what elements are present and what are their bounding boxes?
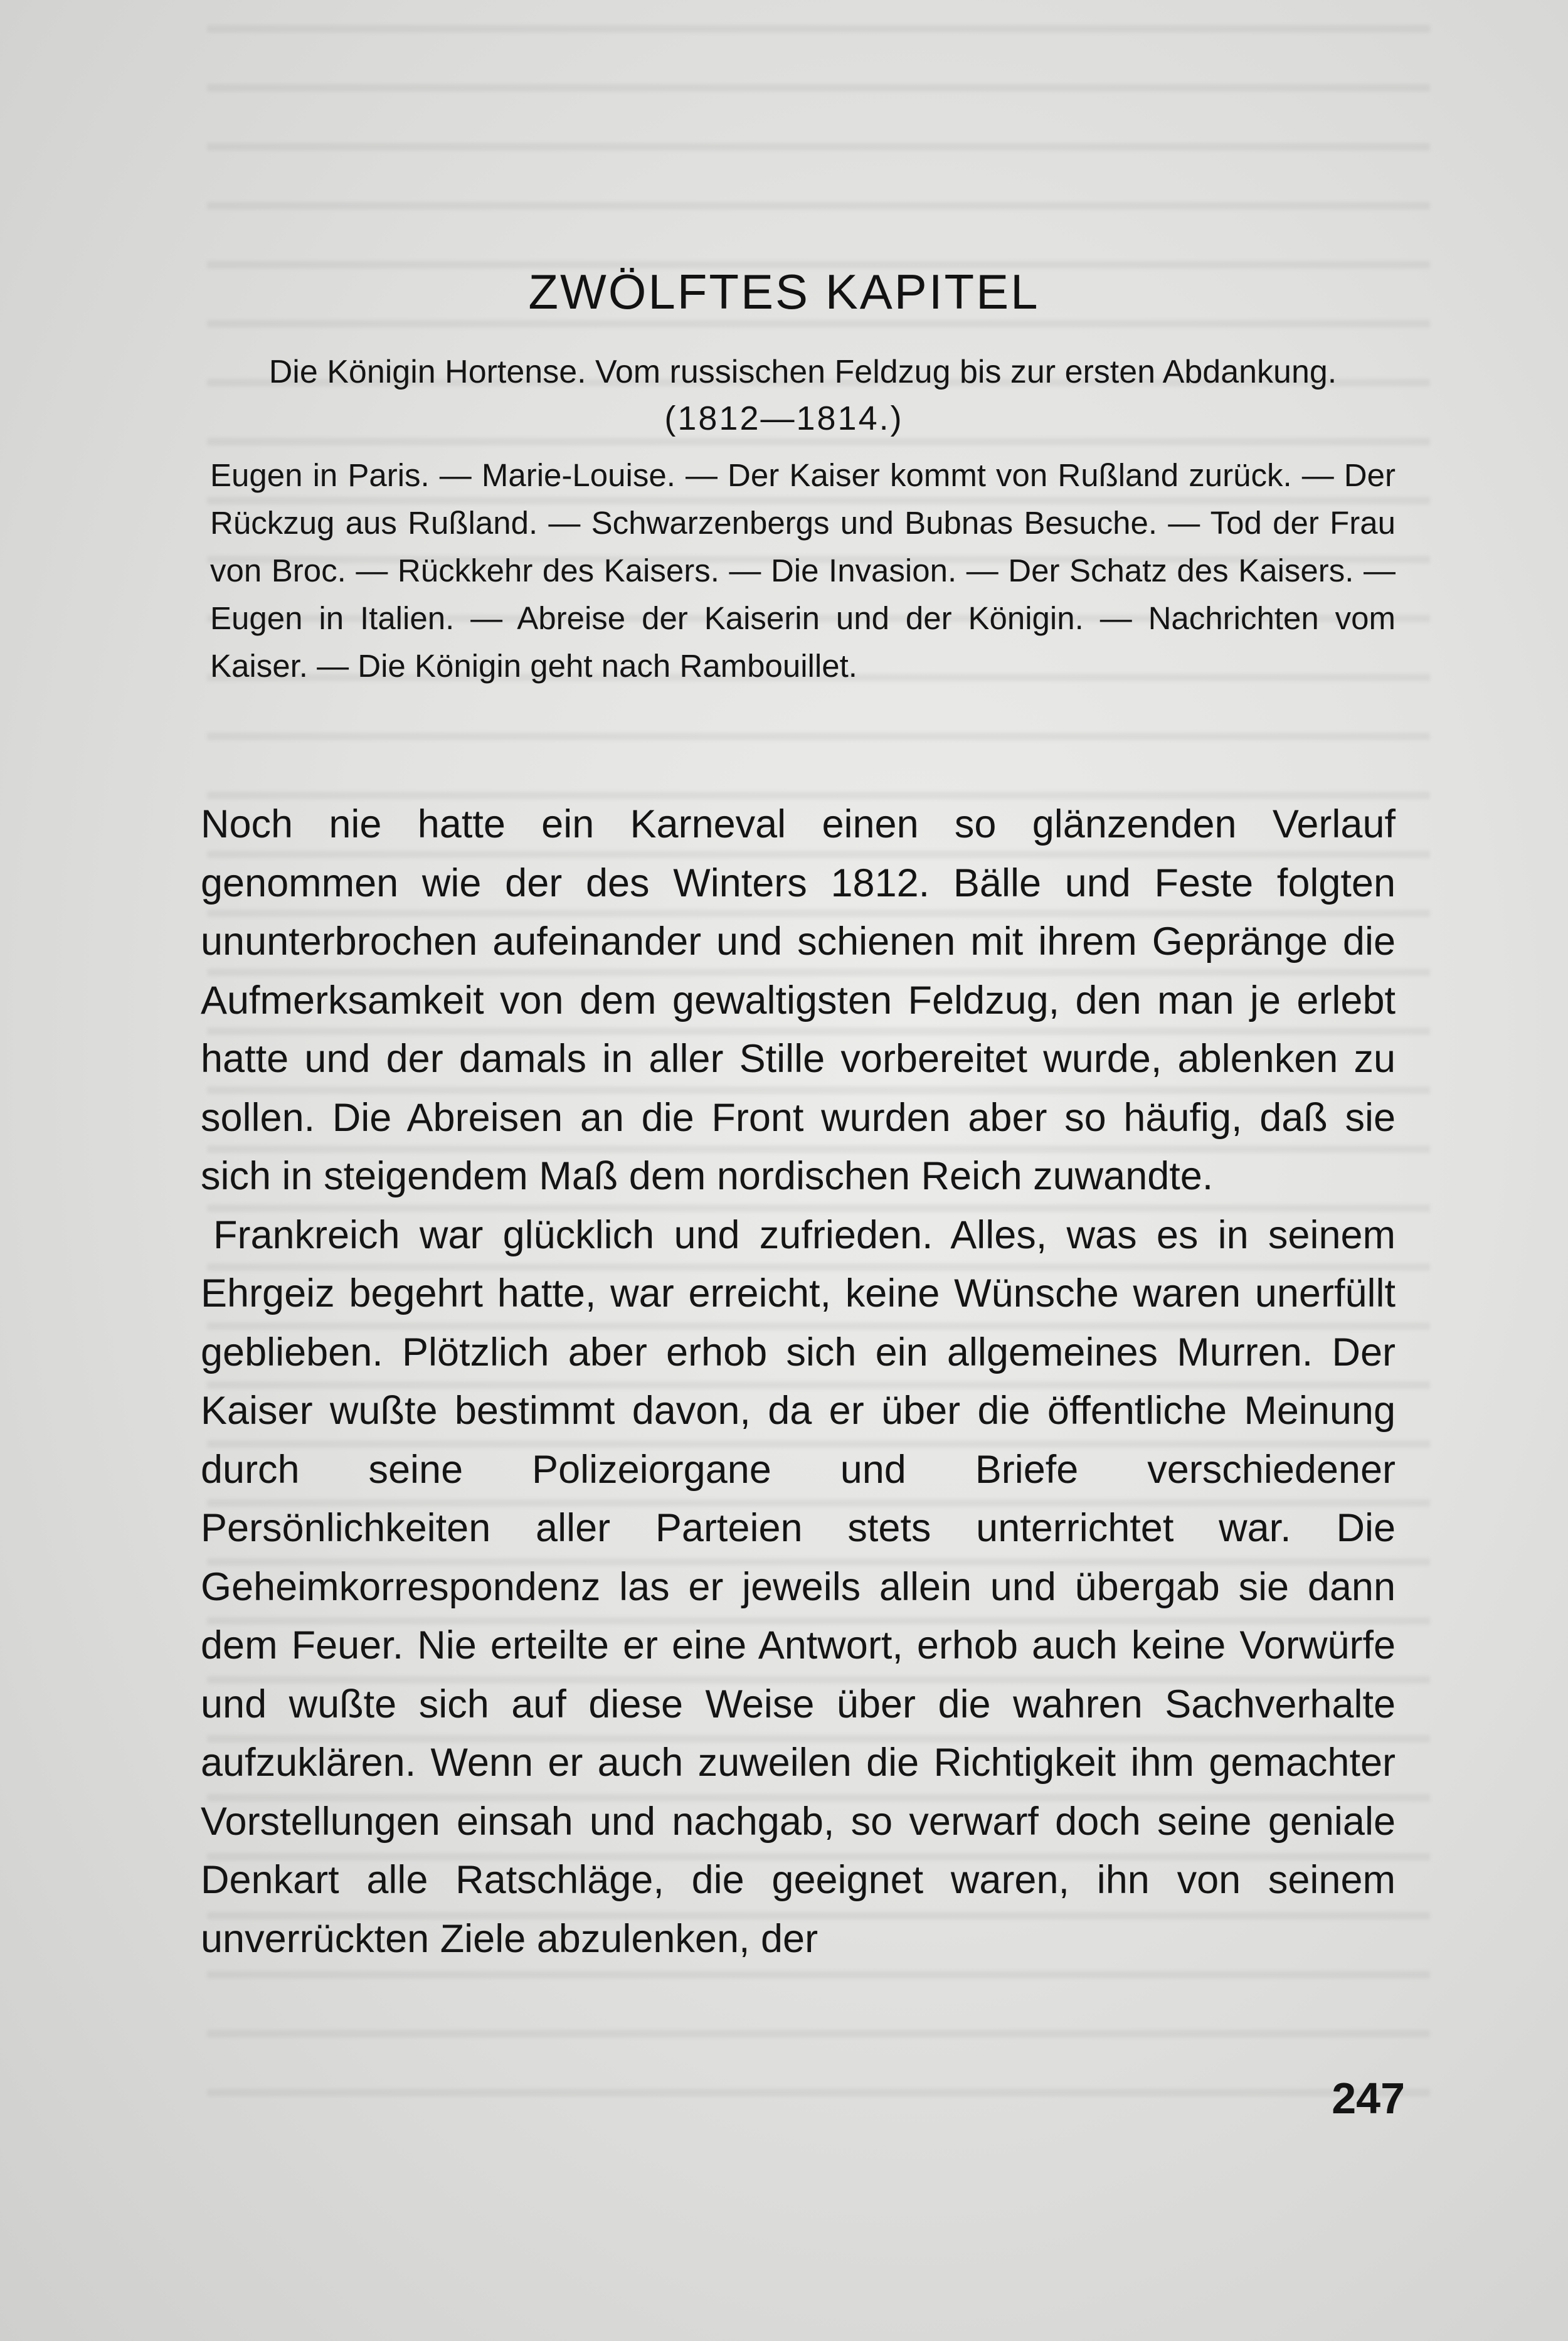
chapter-summary: Eugen in Paris. — Marie-Louise. — Der Kaiser kommt von Rußland zurück. — Der Rückzug aus Rußland. — Schwarzenbergs und Bubnas Besuche. — Tod der Frau von Broc. — Rückkehr des Kaisers. — Die Invasion. — Der Schatz des Kaisers. — Eugen in Italien. — Abreise der Kaiserin und der Königin. — Nachrichten vom Kaiser. — Die Königin geht nach Rambouillet. xyxy=(210,457,1396,684)
chapter-subtitle: Die Königin Hortense. Vom russischen Feldzug bis zur ersten Abdankung. xyxy=(268,354,1337,390)
paragraph: Frankreich war glücklich und zufrieden. Alles, was es in seinem Ehrgeiz begehrt hatte, war erreicht, keine Wünsche waren unerfüllt geblieben. Plötzlich aber erhob sich ein allgemeines Murren. Der Kaiser wußte bestimmt davon, da er über die öffentliche Meinung durch seine Polizeiorgane und Briefe verschiedener Persönlichkeiten aller Parteien stets unterrichtet war. Die Geheimkorrespondenz las er jeweils allein und übergab sie dann dem Feuer. Nie erteilte er eine Antwort, erhob auch keine Vorwürfe und wußte sich auf diese Weise über die wahren Sachverhalte aufzuklären. Wenn er auch zuweilen die Richtigkeit ihm gemachter Vorstellungen einsah und nachgab, so verwarf doch seine geniale Denkart alle Ratschläge, die geeignet waren, ihn von seinem unverrückten Ziele abzulenken, der xyxy=(201,1213,1396,1961)
chapter-years: (1812—1814.) xyxy=(664,400,904,437)
chapter-title: ZWÖLFTES KAPITEL xyxy=(528,264,1040,319)
page-number: 247 xyxy=(1332,2074,1405,2123)
body-text xyxy=(201,795,1396,1968)
paragraph: Noch nie hatte ein Karneval einen so glänzenden Verlauf genommen wie der des Winters 1812. Bälle und Feste folgten ununterbrochen aufeinander und schienen mit ihrem Gepränge die Aufmerksamkeit von dem gewaltigsten Feldzug, den man je erlebt hatte und der damals in aller Stille vorbereitet wurde, ablenken zu sollen. Die Abreisen an die Front wurden aber so häufig, daß sie sich in steigendem Maß dem nordischen Reich zuwandte. xyxy=(201,802,1396,1198)
